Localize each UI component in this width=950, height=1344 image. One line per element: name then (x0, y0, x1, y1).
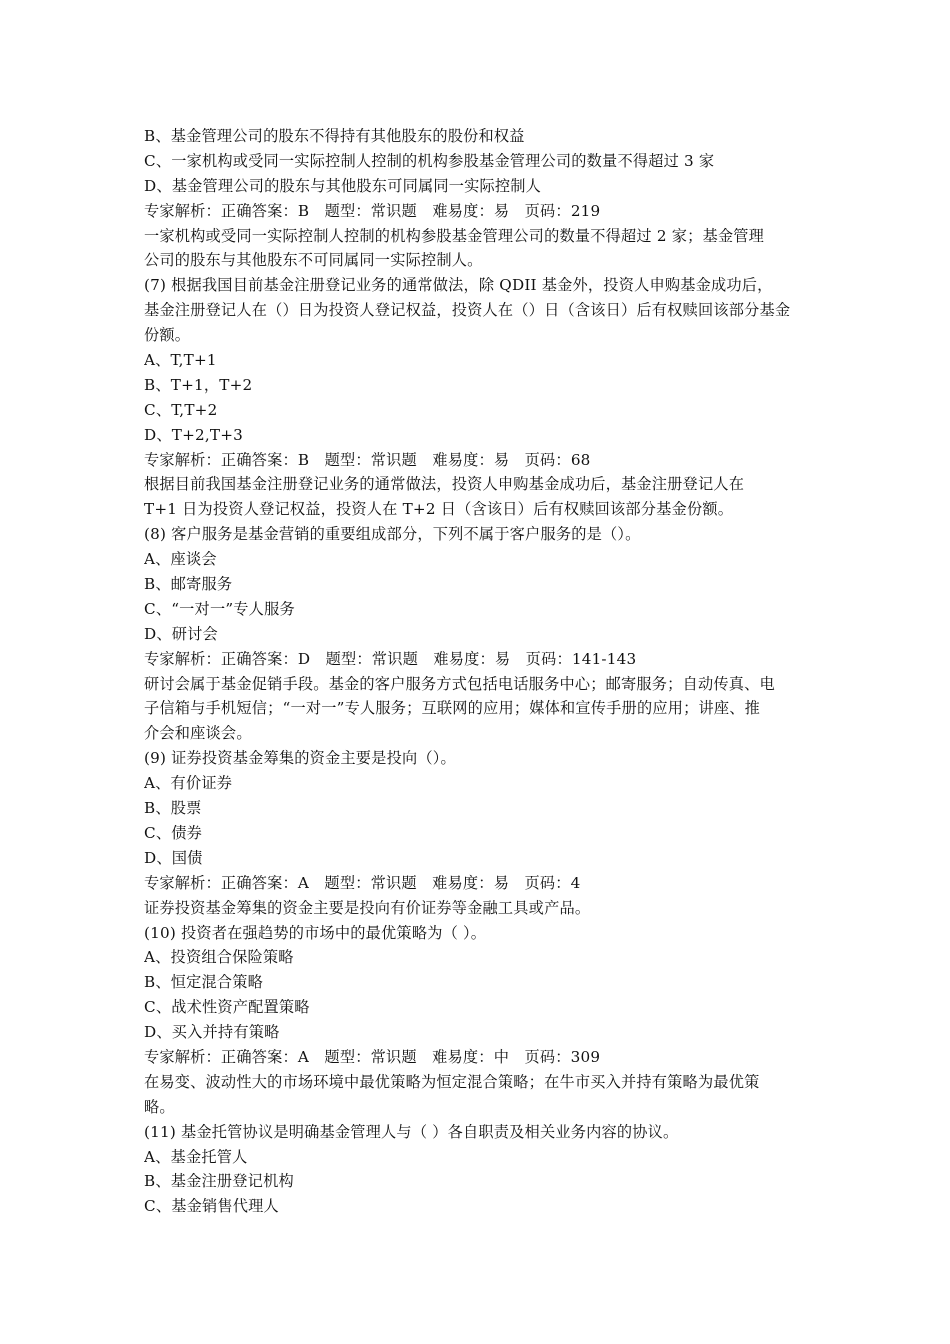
option-c-q8: C、“一对一”专人服务 (144, 599, 295, 618)
option-d-q10: D、买入并持有策略 (144, 1023, 280, 1042)
option-c-q6: C、一家机构或受同一实际控制人控制的机构参股基金管理公司的数量不得超过 3 家 (144, 151, 715, 170)
explanation-q10: 略。 (144, 1097, 175, 1116)
explanation-q7: 根据目前我国基金注册登记业务的通常做法，投资人申购基金成功后，基金注册登记人在 (144, 475, 745, 494)
question-9: (9) 证券投资基金筹集的资金主要是投向（）。 (144, 749, 456, 768)
option-b-q6: B、基金管理公司的股东不得持有其他股东的股份和权益 (144, 127, 525, 145)
explanation-q8: 介会和座谈会。 (144, 724, 252, 743)
option-d-q8: D、研讨会 (144, 624, 218, 643)
explanation-q8: 研讨会属于基金促销手段。基金的客户服务方式包括电话服务中心；邮寄服务；自动传真、电 (144, 674, 775, 693)
option-d-q9: D、国债 (144, 848, 203, 867)
question-11: (11) 基金托管协议是明确基金管理人与（ ）各自职责及相关业务内容的协议。 (144, 1122, 679, 1141)
explanation-q6: 公司的股东与其他股东不可同属同一实际控制人。 (144, 251, 483, 270)
option-a-q7: A、T,T+1 (144, 351, 217, 370)
option-a-q11: A、基金托管人 (144, 1147, 248, 1166)
option-d-q6: D、基金管理公司的股东与其他股东可同属同一实际控制人 (144, 176, 542, 195)
option-d-q7: D、T+2,T+3 (144, 425, 244, 444)
document-page (144, 124, 814, 1219)
question-10: (10) 投资者在强趋势的市场中的最优策略为（ ）。 (144, 923, 487, 942)
option-c-q9: C、债券 (144, 823, 202, 842)
explanation-q10: 在易变、波动性大的市场环境中最优策略为恒定混合策略；在牛市买入并持有策略为最优策 (144, 1072, 760, 1091)
answer-meta-q8: 专家解析：正确答案：D 题型：常识题 难易度：易 页码：141-143 (144, 649, 637, 668)
option-a-q8: A、座谈会 (144, 550, 217, 569)
explanation-q7: T+1 日为投资人登记权益，投资人在 T+2 日（含该日）后有权赎回该部分基金份额。 (144, 500, 734, 519)
option-c-q7: C、T,T+2 (144, 400, 218, 419)
option-c-q11: C、基金销售代理人 (144, 1197, 279, 1216)
option-b-q7: B、T+1，T+2 (144, 375, 253, 394)
answer-meta-q9: 专家解析：正确答案：A 题型：常识题 难易度：易 页码：4 (144, 873, 581, 892)
explanation-q8: 子信箱与手机短信；“一对一”专人服务；互联网的应用；媒体和宣传手册的应用；讲座、推 (144, 699, 761, 718)
question-7: 基金注册登记人在（）日为投资人登记权益，投资人在（）日（含该日）后有权赎回该部分基金 (144, 301, 791, 320)
question-7: (7) 根据我国目前基金注册登记业务的通常做法，除 QDII 基金外，投资人申购基金成功后， (144, 276, 773, 295)
option-c-q10: C、战术性资产配置策略 (144, 998, 310, 1017)
answer-meta-q7: 专家解析：正确答案：B 题型：常识题 难易度：易 页码：68 (144, 450, 591, 469)
option-b-q10: B、恒定混合策略 (144, 973, 264, 992)
option-b-q9: B、股票 (144, 799, 202, 818)
explanation-q6: 一家机构或受同一实际控制人控制的机构参股基金管理公司的数量不得超过 2 家；基金管理 (144, 226, 765, 245)
option-a-q10: A、投资组合保险策略 (144, 948, 294, 967)
question-7: 份额。 (144, 326, 191, 345)
option-b-q11: B、基金注册登记机构 (144, 1172, 294, 1191)
answer-meta-q6: 专家解析：正确答案：B 题型：常识题 难易度：易 页码：219 (144, 201, 601, 220)
answer-meta-q10: 专家解析：正确答案：A 题型：常识题 难易度：中 页码：309 (144, 1047, 601, 1066)
question-8: (8) 客户服务是基金营销的重要组成部分，下列不属于客户服务的是（）。 (144, 525, 641, 544)
explanation-q9: 证券投资基金筹集的资金主要是投向有价证券等金融工具或产品。 (144, 898, 591, 917)
option-a-q9: A、有价证券 (144, 774, 233, 793)
option-b-q8: B、邮寄服务 (144, 575, 233, 594)
